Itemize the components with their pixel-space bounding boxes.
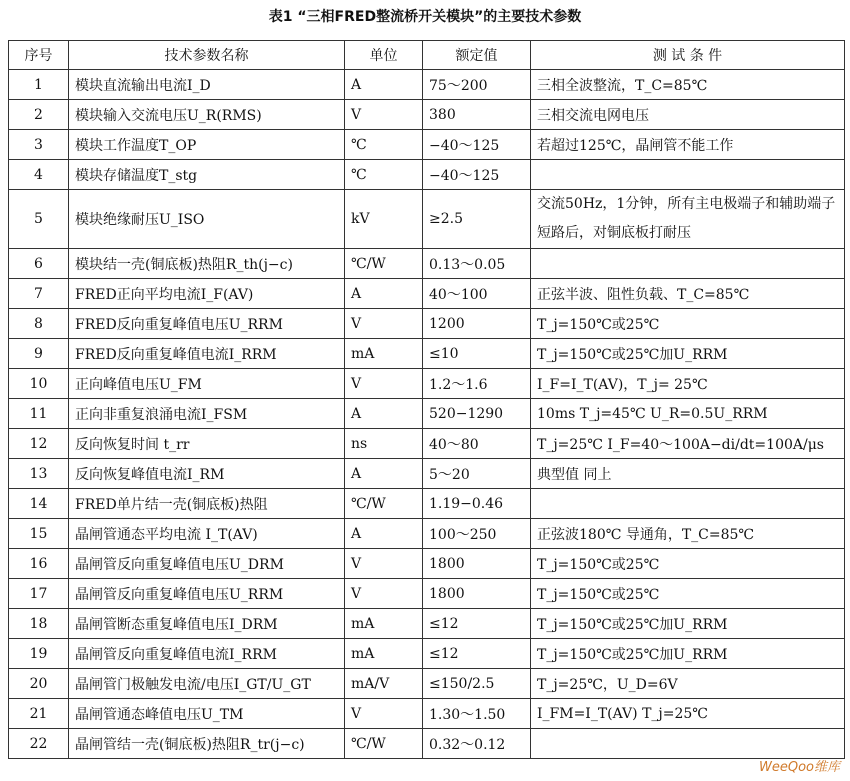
cell-no: 20 [9, 669, 69, 699]
cell-name: 晶闸管反向重复峰值电流I_RRM [69, 639, 345, 669]
watermark-logo: WeeQoo维库 [759, 760, 840, 775]
cell-name: 晶闸管反向重复峰值电压U_DRM [69, 549, 345, 579]
cell-name: 晶闸管通态峰值电压U_TM [69, 699, 345, 729]
cell-no: 12 [9, 429, 69, 459]
table-row [9, 309, 845, 339]
cell-value: 100～250 [423, 519, 531, 549]
spec-table [8, 40, 845, 759]
header-no: 序号 [9, 41, 69, 70]
cell-no: 2 [9, 100, 69, 130]
cell-unit: mA/V [345, 669, 423, 699]
cell-unit: ℃/W [345, 489, 423, 519]
cell-unit: mA [345, 339, 423, 369]
cell-value: 1.19−0.46 [423, 489, 531, 519]
table-row [9, 100, 845, 130]
cell-value: ≤12 [423, 609, 531, 639]
cell-condition: 交流50Hz，1分钟，所有主电极端子和辅助端子短路后，对铜底板打耐压 [531, 190, 845, 249]
cell-value: 1800 [423, 579, 531, 609]
cell-value: ≤150/2.5 [423, 669, 531, 699]
cell-condition: T_j=25℃ I_F=40～100A−di/dt=100A/μs [531, 429, 845, 459]
cell-value: 40～100 [423, 279, 531, 309]
cell-name: 正向非重复浪涌电流I_FSM [69, 399, 345, 429]
table-title: 表1 “三相FRED整流桥开关模块”的主要技术参数 [268, 9, 582, 25]
cell-value: 520−1290 [423, 399, 531, 429]
cell-unit: V [345, 549, 423, 579]
cell-unit: mA [345, 609, 423, 639]
cell-unit: ns [345, 429, 423, 459]
cell-unit: V [345, 369, 423, 399]
table-row [9, 459, 845, 489]
cell-value: 5～20 [423, 459, 531, 489]
table-row [9, 279, 845, 309]
cell-name: FRED反向重复峰值电流I_RRM [69, 339, 345, 369]
cell-condition: T_j=150℃或25℃加U_RRM [531, 339, 845, 369]
cell-name: 晶闸管通态平均电流 I_T(AV) [69, 519, 345, 549]
cell-name: 模块结一壳(铜底板)热阻R_th(j−c) [69, 249, 345, 279]
cell-unit: mA [345, 639, 423, 669]
table-row [9, 429, 845, 459]
cell-condition: 正弦半波、阻性负载、T_C=85℃ [531, 279, 845, 309]
cell-value: −40～125 [423, 160, 531, 190]
cell-condition: 10ms T_j=45℃ U_R=0.5U_RRM [531, 399, 845, 429]
cell-value: ≥2.5 [423, 190, 531, 249]
cell-no: 5 [9, 190, 69, 249]
table-row [9, 549, 845, 579]
cell-condition [531, 489, 845, 519]
cell-condition [531, 729, 845, 759]
cell-condition: I_FM=I_T(AV) T_j=25℃ [531, 699, 845, 729]
cell-condition [531, 249, 845, 279]
cell-no: 13 [9, 459, 69, 489]
cell-name: 模块直流输出电流I_D [69, 70, 345, 100]
cell-name: 模块绝缘耐压U_ISO [69, 190, 345, 249]
cell-value: 0.32～0.12 [423, 729, 531, 759]
cell-condition: 三相交流电网电压 [531, 100, 845, 130]
header-condition: 测 试 条 件 [531, 41, 845, 70]
table-row [9, 669, 845, 699]
cell-no: 9 [9, 339, 69, 369]
table-row [9, 190, 845, 249]
cell-unit: V [345, 309, 423, 339]
cell-name: 反向恢复峰值电流I_RM [69, 459, 345, 489]
cell-condition: T_j=150℃或25℃ [531, 579, 845, 609]
table-row [9, 579, 845, 609]
cell-name: FRED反向重复峰值电压U_RRM [69, 309, 345, 339]
cell-unit: ℃ [345, 130, 423, 160]
cell-condition: T_j=150℃或25℃ [531, 549, 845, 579]
cell-name: 反向恢复时间 t_rr [69, 429, 345, 459]
cell-condition: I_F=I_T(AV)，T_j= 25℃ [531, 369, 845, 399]
cell-no: 10 [9, 369, 69, 399]
cell-value: −40～125 [423, 130, 531, 160]
table-row [9, 519, 845, 549]
cell-value: 0.13～0.05 [423, 249, 531, 279]
cell-name: FRED正向平均电流I_F(AV) [69, 279, 345, 309]
table-header-row [9, 41, 845, 70]
cell-no: 6 [9, 249, 69, 279]
cell-name: 晶闸管结一壳(铜底板)热阻R_tr(j−c) [69, 729, 345, 759]
cell-value: ≤10 [423, 339, 531, 369]
header-unit: 单位 [345, 41, 423, 70]
cell-condition: T_j=150℃或25℃ [531, 309, 845, 339]
table-row [9, 489, 845, 519]
cell-no: 18 [9, 609, 69, 639]
table-row [9, 369, 845, 399]
cell-no: 8 [9, 309, 69, 339]
cell-value: 380 [423, 100, 531, 130]
cell-no: 16 [9, 549, 69, 579]
header-value: 额定值 [423, 41, 531, 70]
cell-condition [531, 160, 845, 190]
cell-no: 1 [9, 70, 69, 100]
cell-no: 7 [9, 279, 69, 309]
table-body [9, 70, 845, 759]
cell-unit: A [345, 279, 423, 309]
table-row [9, 249, 845, 279]
table-row [9, 729, 845, 759]
cell-no: 14 [9, 489, 69, 519]
cell-condition: T_j=25℃，U_D=6V [531, 669, 845, 699]
cell-name: 晶闸管反向重复峰值电压U_RRM [69, 579, 345, 609]
cell-condition: 若超过125℃，晶闸管不能工作 [531, 130, 845, 160]
cell-value: 1.30～1.50 [423, 699, 531, 729]
cell-name: FRED单片结一壳(铜底板)热阻 [69, 489, 345, 519]
cell-unit: ℃/W [345, 729, 423, 759]
cell-unit: A [345, 399, 423, 429]
cell-name: 晶闸管门极触发电流/电压I_GT/U_GT [69, 669, 345, 699]
cell-condition: T_j=150℃或25℃加U_RRM [531, 639, 845, 669]
cell-condition: T_j=150℃或25℃加U_RRM [531, 609, 845, 639]
cell-value: 40～80 [423, 429, 531, 459]
table-row [9, 339, 845, 369]
cell-no: 21 [9, 699, 69, 729]
cell-no: 15 [9, 519, 69, 549]
cell-unit: A [345, 459, 423, 489]
table-row [9, 699, 845, 729]
cell-no: 3 [9, 130, 69, 160]
table-row [9, 160, 845, 190]
cell-condition: 典型值 同上 [531, 459, 845, 489]
cell-unit: ℃ [345, 160, 423, 190]
cell-value: ≤12 [423, 639, 531, 669]
cell-unit: V [345, 699, 423, 729]
cell-unit: V [345, 100, 423, 130]
cell-value: 75～200 [423, 70, 531, 100]
table-row [9, 399, 845, 429]
cell-unit: ℃/W [345, 249, 423, 279]
cell-no: 19 [9, 639, 69, 669]
table-row [9, 70, 845, 100]
cell-name: 正向峰值电压U_FM [69, 369, 345, 399]
cell-no: 4 [9, 160, 69, 190]
cell-condition: 三相全波整流，T_C=85℃ [531, 70, 845, 100]
table-row [9, 609, 845, 639]
cell-unit: kV [345, 190, 423, 249]
cell-value: 1200 [423, 309, 531, 339]
table-row [9, 639, 845, 669]
cell-name: 模块工作温度T_OP [69, 130, 345, 160]
cell-unit: A [345, 519, 423, 549]
cell-name: 模块输入交流电压U_R(RMS) [69, 100, 345, 130]
table-row [9, 130, 845, 160]
cell-unit: A [345, 70, 423, 100]
cell-name: 模块存储温度T_stg [69, 160, 345, 190]
cell-no: 17 [9, 579, 69, 609]
cell-value: 1800 [423, 549, 531, 579]
cell-unit: V [345, 579, 423, 609]
cell-value: 1.2～1.6 [423, 369, 531, 399]
cell-name: 晶闸管断态重复峰值电压I_DRM [69, 609, 345, 639]
header-name: 技术参数名称 [69, 41, 345, 70]
cell-condition: 正弦波180℃ 导通角，T_C=85℃ [531, 519, 845, 549]
cell-no: 22 [9, 729, 69, 759]
cell-no: 11 [9, 399, 69, 429]
